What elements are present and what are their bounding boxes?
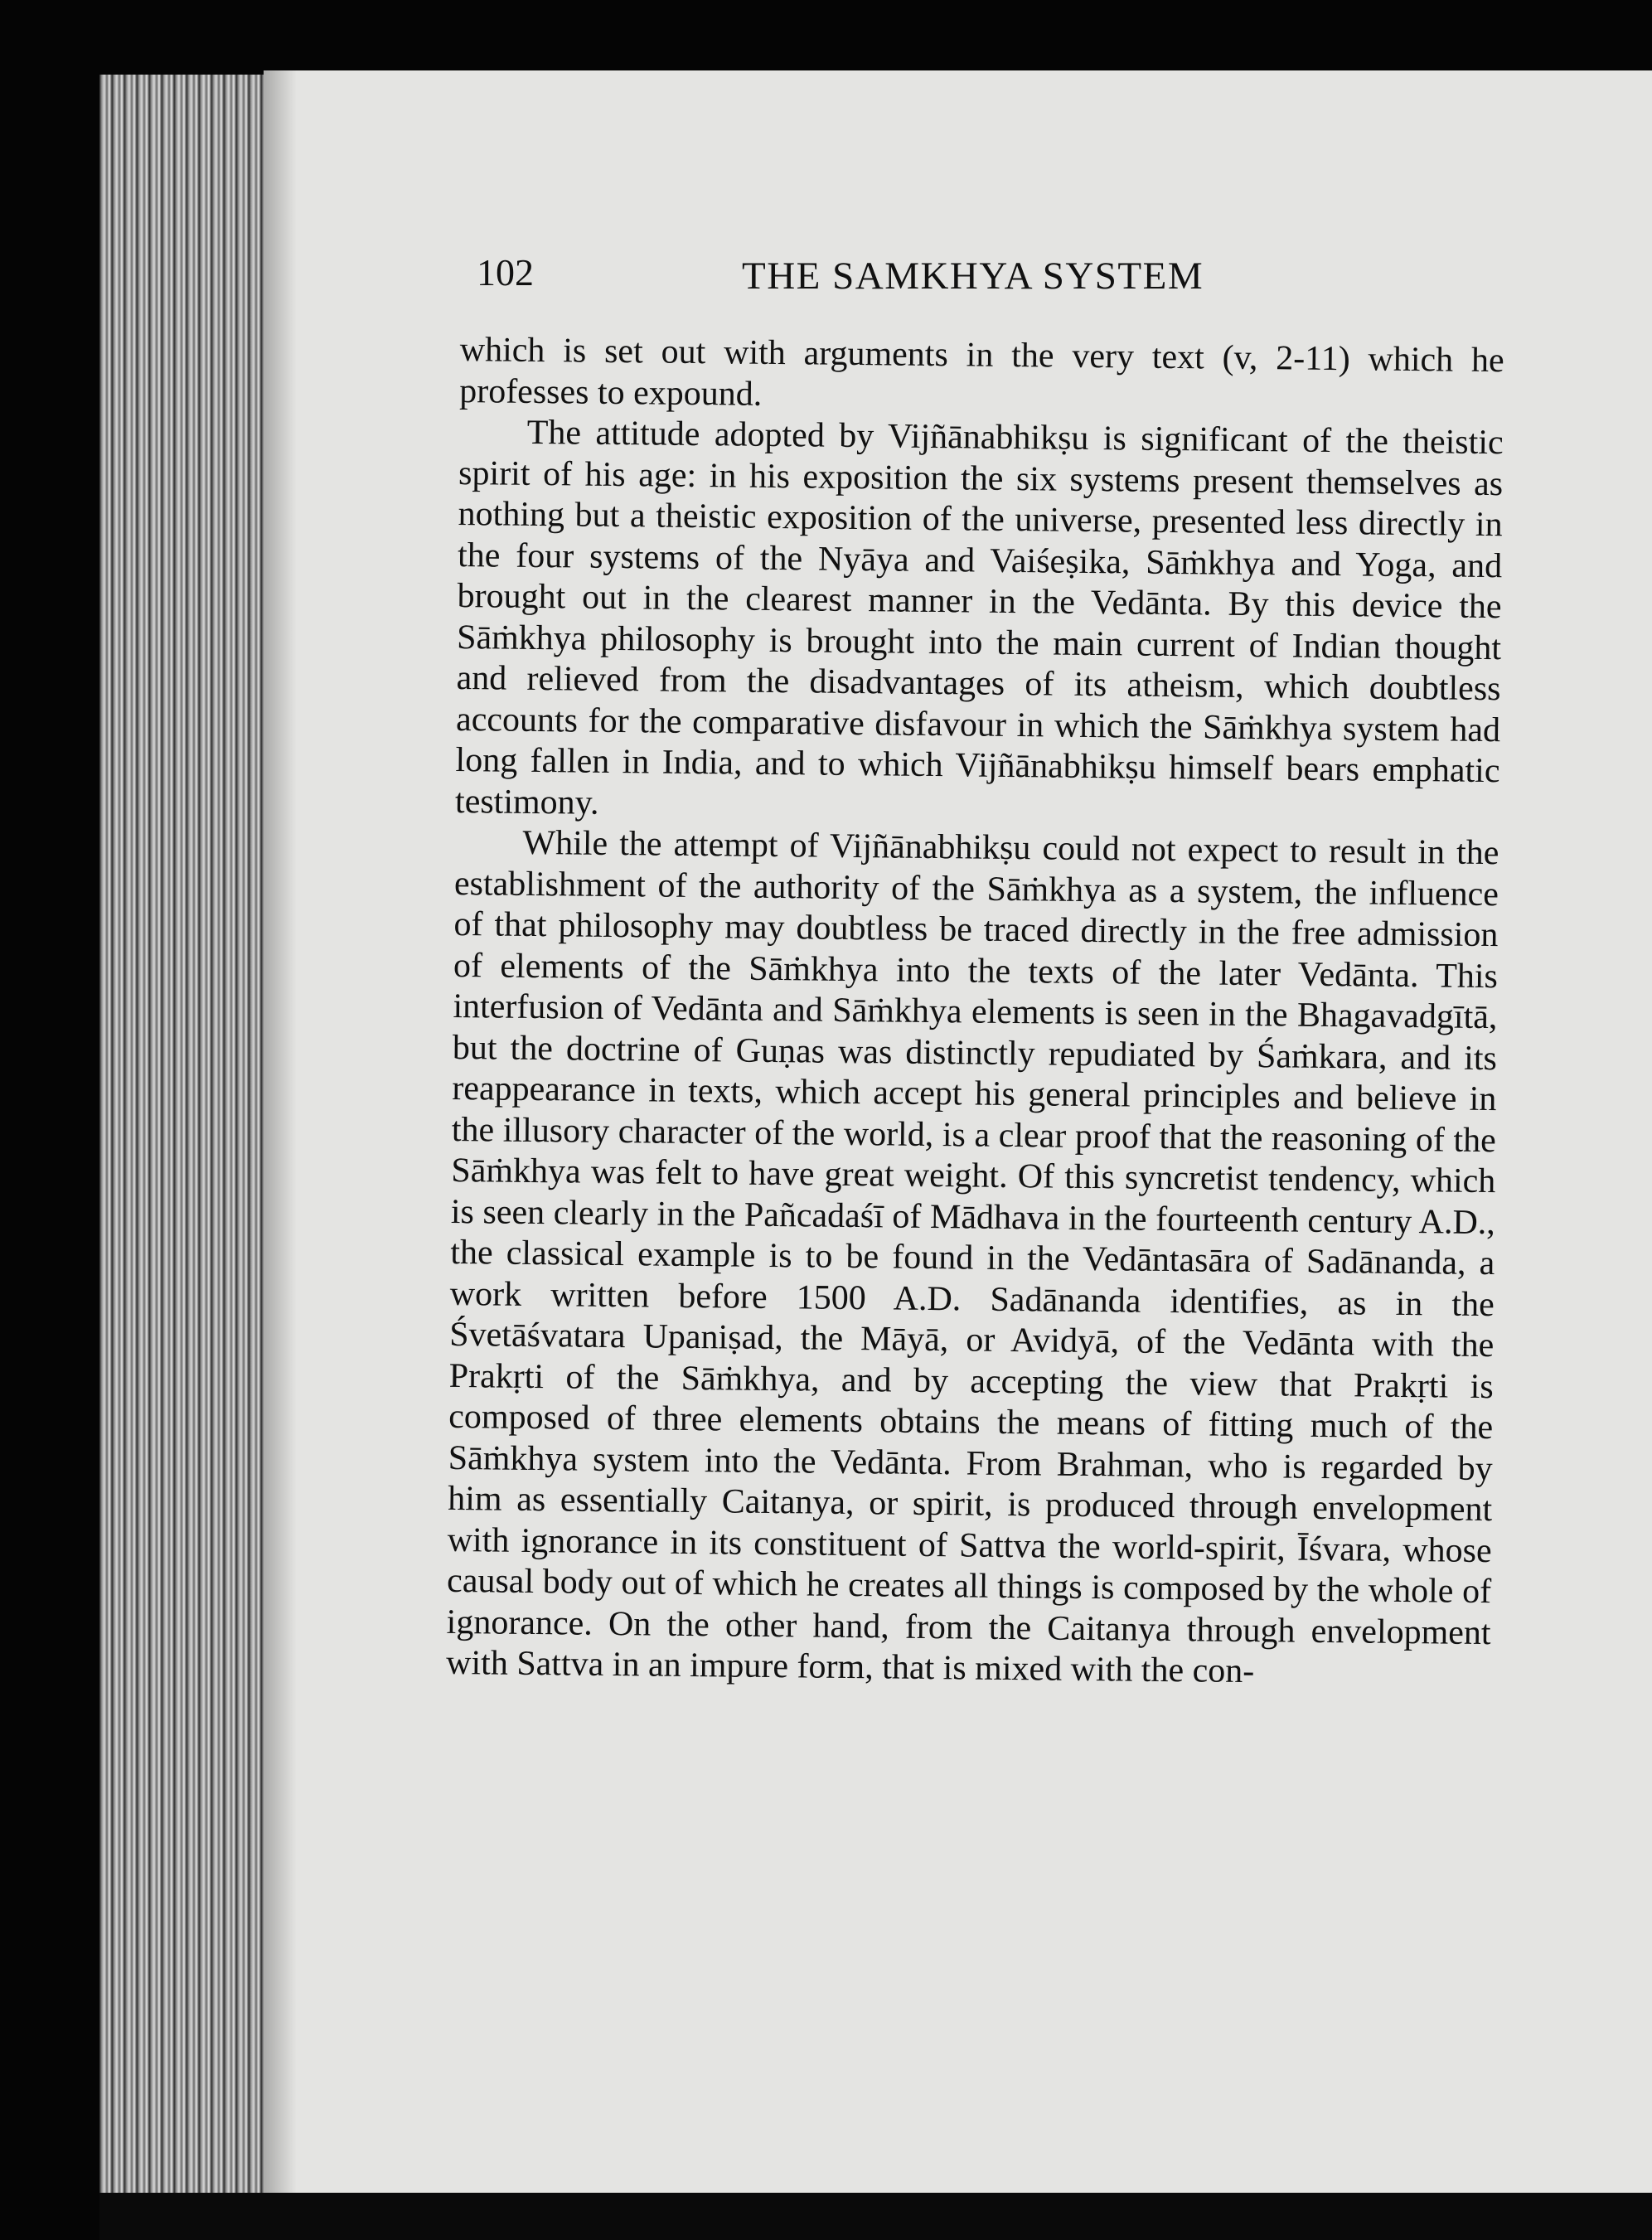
scan-bottom-edge bbox=[99, 2193, 1652, 2240]
page-number: 102 bbox=[477, 251, 534, 293]
book-page-edges bbox=[99, 75, 265, 2193]
running-title: THE SAMKHYA SYSTEM bbox=[742, 255, 1204, 298]
paragraph-continuation: which is set out with arguments in the very text (v, 2-11) which he professes to expound. bbox=[458, 330, 1504, 414]
body-text bbox=[446, 330, 1504, 1695]
page-header bbox=[477, 250, 1264, 308]
paragraph-vijnanabhiksu-attitude: The attitude adopted by Vijñānabhikṣu is significant of the theistic spirit of his age: in his exposition the six systems present themselves as nothing but a theistic exposition of the universe, presented less directly in the four systems of the Nyāya and Vaiśeṣika, Sāṁkhya and Yoga, and brought out in the clearest manner in the Vedānta. By this device the Sāṁkhya philosophy is brought into the main current of Indian thought and relieved from the disadvantages of its atheism, which doubtless accounts for the comparative disfavour in which the Sāṁkhya system had long fallen in India, and to which Vijñānabhikṣu himself bears emphatic testimony. bbox=[454, 413, 1504, 822]
gutter-shadow bbox=[264, 70, 297, 2201]
paragraph-vedanta-syncretism: While the attempt of Vijñānabhikṣu could not expect to result in the establishment of the authority of the Sāṁkhya as a system, the influence of that philosophy may doubtless be traced directly in the free admission of elements of the Sāṁkhya into the texts of the later Vedānta. This interfusion of Vedānta and Sāṁkhya elements is seen in the Bhagavadgītā, but the doctrine of Guṇas was distinctly repudiated by Śaṁkara, and its reappearance in texts, which accept his general principles and believe in the illusory character of the world, is a clear proof that the reasoning of the Sāṁkhya was felt to have great weight. Of this syncretist tendency, which is seen clearly in the Pañcadaśī of Mādhava in the fourteenth century A.D., the classical example is to be found in the Vedāntasāra of Sadānanda, a work written before 1500 A.D. Sadānanda identifies, as in the Śvetāśvatara Upaniṣad, the Māyā, or Avidyā, of the Vedānta with the Prakṛti of the Sāṁkhya, and by accepting the view that Prakṛti is composed of three elements obtains the means of fitting much of the Sāṁkhya system into the Vedānta. From Brahman, who is regarded by him as essentially Caitanya, or spirit, is produced through envelopment with ignorance in its constituent of Sattva the world-spirit, Īśvara, whose causal body out of which he creates all things is composed by the whole of ignorance. On the other hand, from the Caitanya through envelopment with Sattva in an impure form, that is mixed with the con- bbox=[445, 823, 1499, 1691]
